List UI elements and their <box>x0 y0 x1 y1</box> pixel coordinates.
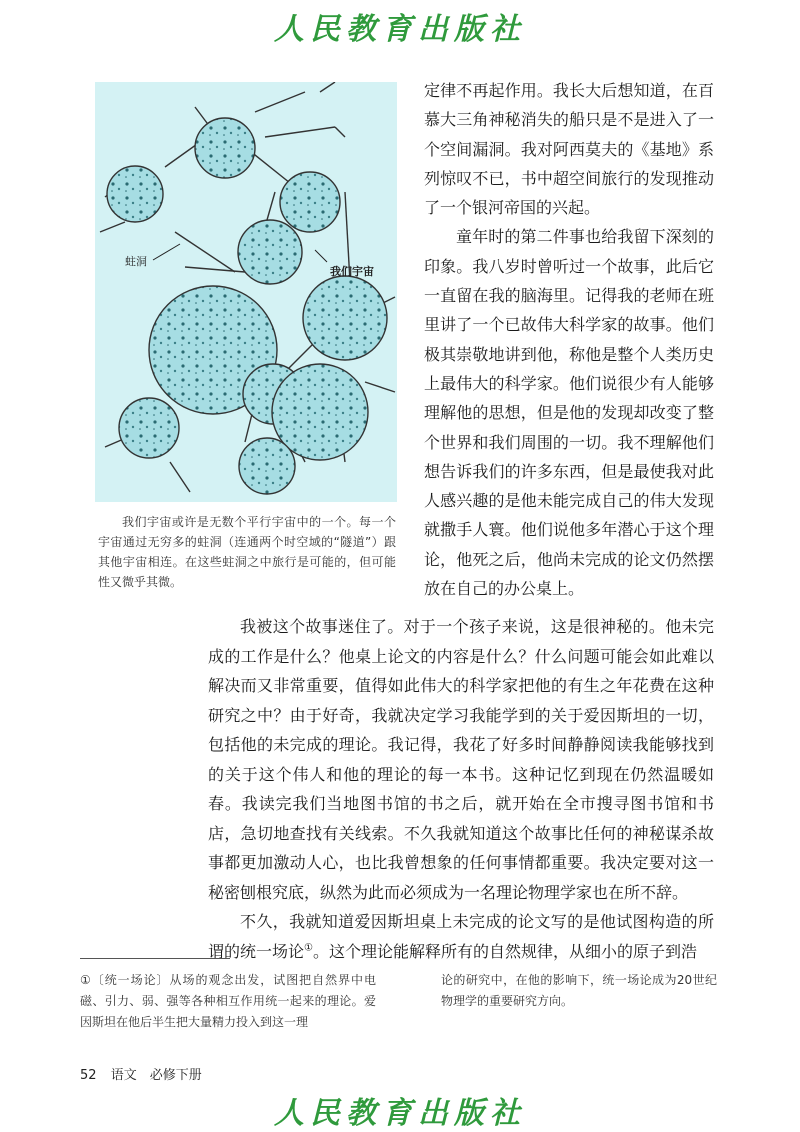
paragraph: 不久，我就知道爱因斯坦桌上未完成的论文写的是他试图构造的所谓的统一场论①。这个理论能解释所有的自然规律，从细小的原子到浩 <box>208 912 714 961</box>
footnote-reference[interactable]: ① <box>304 942 313 954</box>
right-column-text <box>424 76 714 603</box>
paragraph: 定律不再起作用。我长大后想知道，在百慕大三角神秘消失的船只是不是进入了一个空间漏洞。我对阿西莫夫的《基地》系列惊叹不已，书中超空间旅行的发现推动了一个银河帝国的兴起。 <box>424 81 714 218</box>
publisher-logo-bottom: 人民教育出版社 <box>274 1096 526 1131</box>
paragraph: 我被这个故事迷住了。对于一个孩子来说，这是很神秘的。他未完成的工作是什么？他桌上论文的内容是什么？什么问题可能会如此难以解决而又非常重要，值得如此伟大的科学家把他的有生之年花费在这种研究之中？由于好奇，我就决定学习我能学到的关于爱因斯坦的一切，包括他的未完成的理论。我记得，我花了好多时间静静阅读我能够找到的关于这个伟人和他的理论的每一本书。这种记忆到现在仍然温暖如春。我读完我们当地图书馆的书之后，就开始在全市搜寻图书馆和书店，急切地查找有关线索。不久我就知道这个故事比任何的神秘谋杀故事都更加激动人心，也比我曾想象的任何事情都重要。我决定要对这一秘密刨根究底，纵然为此而必须成为一名理论物理学家也在所不辞。 <box>208 617 714 902</box>
full-width-text <box>208 612 714 966</box>
book-title: 语文 必修下册 <box>110 1068 202 1083</box>
page-number: 52 <box>80 1068 97 1083</box>
wormhole-illustration <box>95 82 397 502</box>
our-universe-label: 我们宇宙 <box>330 265 374 278</box>
footnote-divider <box>80 958 230 959</box>
publisher-logo-top: 人民教育出版社 <box>274 12 526 47</box>
page-footer <box>80 1064 202 1083</box>
footnote-left: ①〔统一场论〕从场的观念出发，试图把自然界中电磁、引力、弱、强等各种相互作用统一起来的理论。爱因斯坦在他后半生把大量精力投入到这一理 <box>80 973 376 1029</box>
wormhole-label: 蛀洞 <box>125 255 147 268</box>
paragraph: 童年时的第二件事也给我留下深刻的印象。我八岁时曾听过一个故事，此后它一直留在我的脑海里。记得我的老师在班里讲了一个已故伟大科学家的故事。他们极其崇敬地讲到他，称他是整个人类历史上最伟大的科学家。他们说很少有人能够理解他的思想，但是他的发现却改变了整个世界和我们周围的一切。我不理解他们想告诉我们的许多东西，但是最使我对此人感兴趣的是他未能完成自己的伟大发现就撒手人寰。他们说他多年潜心于这个理论，他死之后，他尚未完成的论文仍然摆放在自己的办公桌上。 <box>424 227 714 599</box>
footnote-right: 论的研究中，在他的影响下，统一场论成为20世纪物理学的重要研究方向。 <box>441 973 717 1008</box>
figure-caption: 我们宇宙或许是无数个平行宇宙中的一个。每一个宇宙通过无穷多的蛀洞（连通两个时空域的“隧道”）跟其他宇宙相连。在这些蛀洞之中旅行是可能的，但可能性又微乎其微。 <box>98 515 396 589</box>
universe-network-diagram <box>95 82 397 502</box>
